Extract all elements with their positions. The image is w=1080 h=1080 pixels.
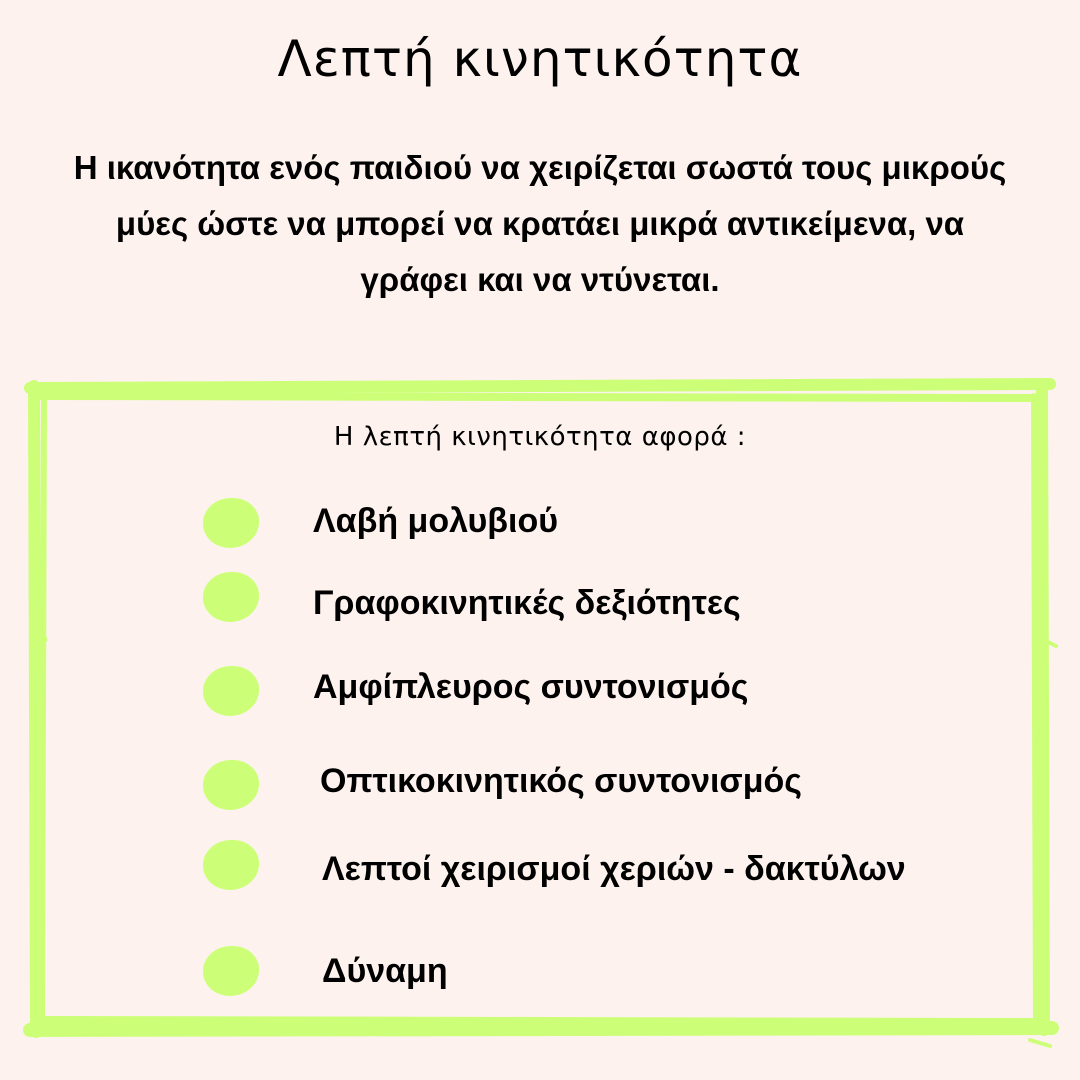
list-item-label: Λαβή μολυβιού — [313, 502, 559, 540]
bullet-dot-icon — [203, 498, 259, 548]
list-item — [0, 940, 1080, 1000]
list-item — [0, 756, 1080, 816]
bullet-dot-icon — [203, 760, 259, 810]
list-item-label: Δύναμη — [322, 952, 448, 990]
list-item — [0, 572, 1080, 632]
list-item — [0, 660, 1080, 720]
list-item-label: Γραφοκινητικές δεξιότητες — [313, 584, 741, 622]
list-item-label: Οπτικοκινητικός συντονισμός — [320, 762, 802, 800]
bullet-dot-icon — [203, 840, 259, 890]
list-item — [0, 492, 1080, 552]
bullet-dot-icon — [203, 666, 259, 716]
bullet-dot-icon — [203, 572, 259, 622]
list-item — [0, 838, 1080, 898]
intro-paragraph: Η ικανότητα ενός παιδιού να χειρίζεται σωστά τους μικρούς μύες ώστε να μπορεί να κρατάει μικρά αντικείμενα, να γράφει και να ντύνεται. — [73, 149, 1007, 298]
panel-subtitle: Η λεπτή κινητικότητα αφορά : — [333, 422, 747, 452]
page-title: Λεπτή κινητικότητα — [277, 30, 803, 88]
list-item-label: Λεπτοί χειρισμοί χεριών - δακτύλων — [322, 850, 906, 888]
list-item-label: Αμφίπλευρος συντονισμός — [313, 668, 749, 706]
bullet-dot-icon — [203, 946, 259, 996]
